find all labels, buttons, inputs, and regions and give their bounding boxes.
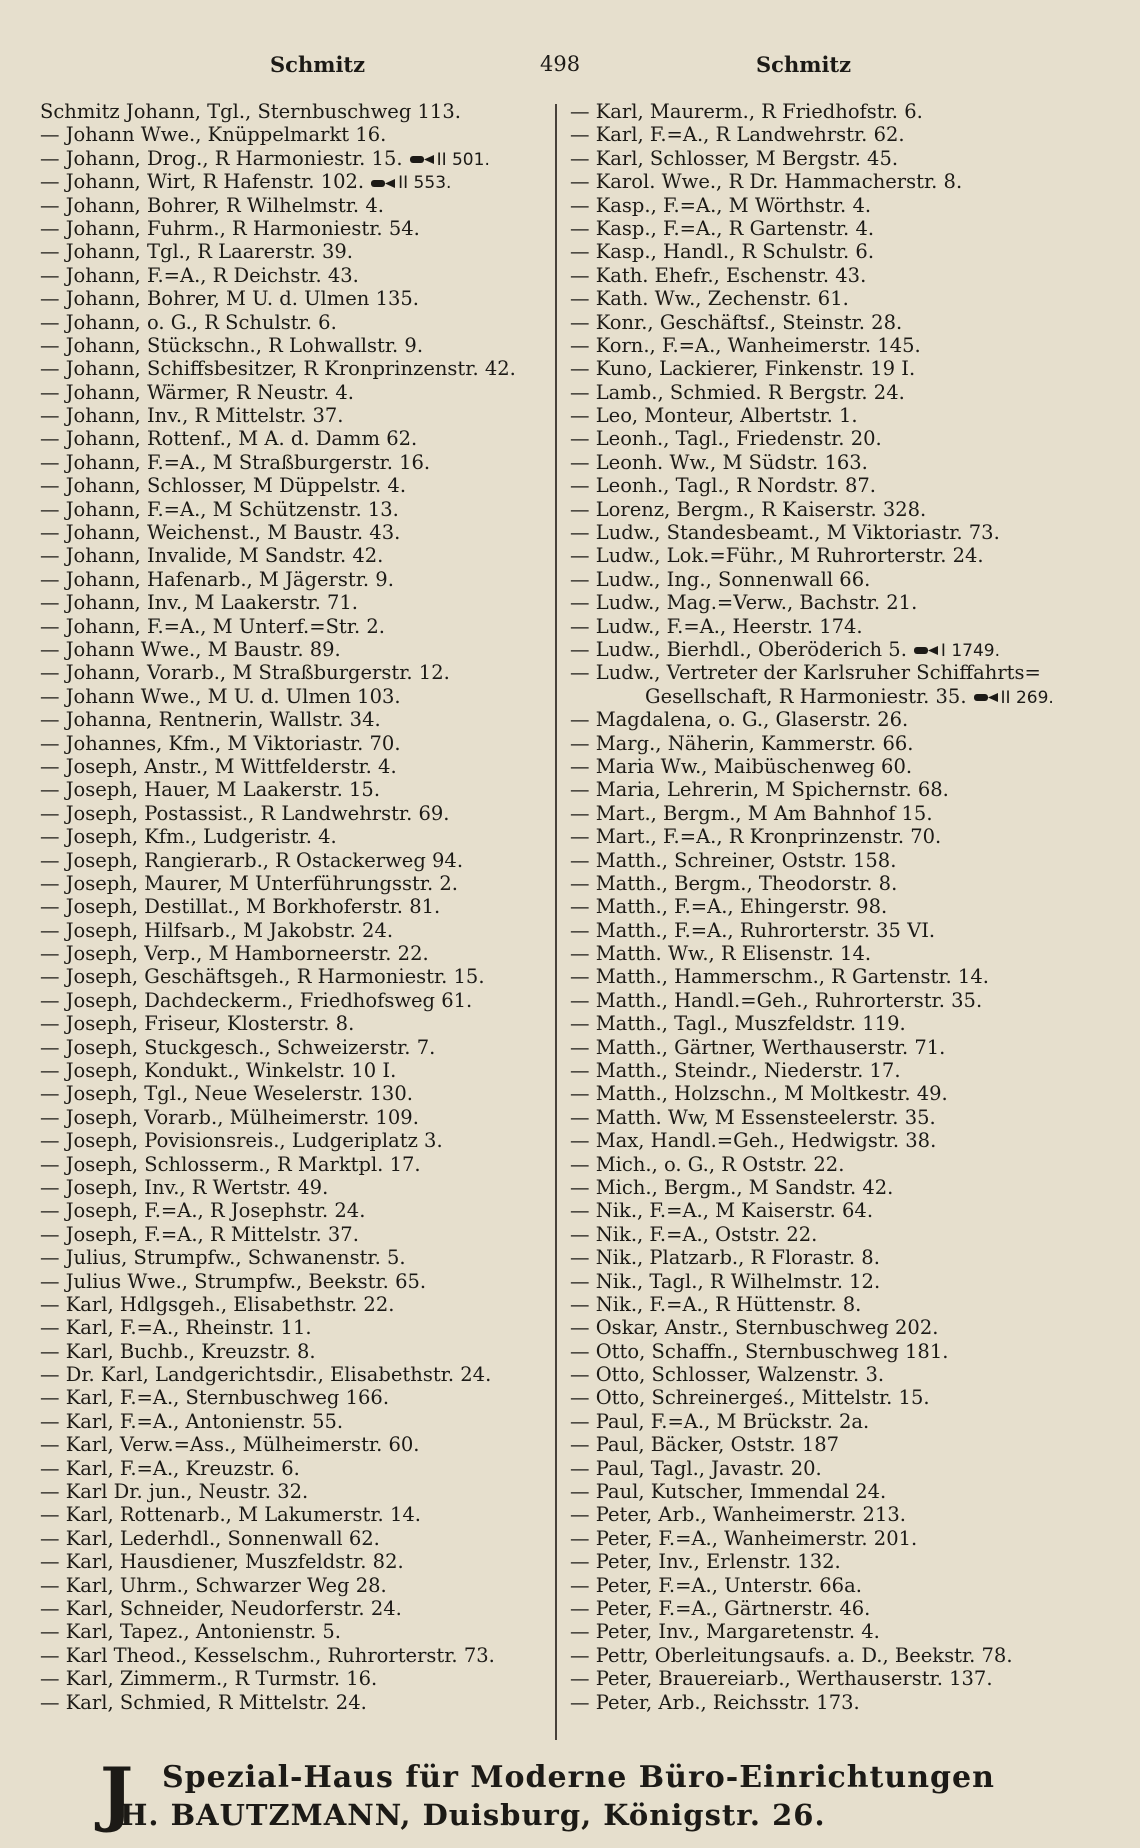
directory-entry [40, 1410, 548, 1433]
directory-entry [570, 989, 1130, 1012]
entry-text: — Kath. Ww., Zechenstr. 61. [570, 287, 849, 311]
entry-text: — Karl, F.=A., Sternbuschweg 166. [40, 1386, 390, 1410]
entry-text: — Otto, Schaffn., Sternbuschweg 181. [570, 1339, 949, 1363]
directory-entry [40, 615, 548, 638]
directory-entry [570, 1457, 1130, 1480]
directory-entry [570, 100, 1130, 123]
directory-entry [570, 1059, 1130, 1082]
entry-text: — Dr. Karl, Landgerichtsdir., Elisabethstr. 24. [40, 1363, 492, 1387]
entry-text: — Matth., Hammerschm., R Gartenstr. 14. [570, 965, 989, 989]
entry-text: Gesellschaft, R Harmoniestr. 35. [645, 684, 967, 708]
directory-entry [40, 1293, 548, 1316]
entry-text: — Johann, Invalide, M Sandstr. 42. [40, 544, 384, 568]
entry-text: — Maria, Lehrerin, M Spichernstr. 68. [570, 778, 949, 802]
directory-entry [40, 895, 548, 918]
entry-text: — Peter, F.=A., Wanheimerstr. 201. [570, 1526, 918, 1550]
directory-entry [570, 498, 1130, 521]
directory-entry [570, 147, 1130, 170]
directory-entry [40, 685, 548, 708]
directory-entry [40, 1036, 548, 1059]
telephone-number-text: II 269. [1000, 687, 1054, 708]
directory-entry [40, 170, 548, 193]
directory-entry [40, 1597, 548, 1620]
entry-text: — Karl, Zimmerm., R Turmstr. 16. [40, 1667, 378, 1691]
entry-text: — Nik., F.=A., Oststr. 22. [570, 1222, 818, 1246]
entry-text: — Peter, Arb., Wanheimerstr. 213. [570, 1503, 906, 1527]
directory-entry [40, 1386, 548, 1409]
left-column [40, 100, 548, 1714]
directory-entry [570, 123, 1130, 146]
entry-text: — Peter, Inv., Erlenstr. 132. [570, 1550, 841, 1574]
directory-entry [40, 147, 548, 170]
entry-text: — Leonh., Tagl., Friedenstr. 20. [570, 427, 882, 451]
entry-text: — Otto, Schlosser, Walzenstr. 3. [570, 1363, 885, 1387]
directory-entry [40, 1082, 548, 1105]
directory-entry [570, 1012, 1130, 1035]
entry-text: — Nik., Platzarb., R Florastr. 8. [570, 1246, 880, 1270]
directory-entry [570, 1620, 1130, 1643]
entry-text: — Matth., Bergm., Theodorstr. 8. [570, 871, 898, 895]
directory-entry [570, 1246, 1130, 1269]
entry-text: — Johann Wwe., Knüppelmarkt 16. [40, 123, 387, 147]
ad-line-1: Spezial-Haus für Moderne Büro-Einrichtungen [162, 1760, 995, 1795]
directory-entry [570, 240, 1130, 263]
telephone-number-text: II 553. [398, 173, 452, 194]
entry-text: — Karl, Lederhdl., Sonnenwall 62. [40, 1526, 380, 1550]
entry-text: — Max, Handl.=Geh., Hedwigstr. 38. [570, 1129, 937, 1153]
entry-text: — Karol. Wwe., R Dr. Hammacherstr. 8. [570, 170, 963, 194]
entry-text: — Peter, Inv., Margaretenstr. 4. [570, 1620, 880, 1644]
directory-entry [40, 849, 548, 872]
page-header [0, 52, 1140, 88]
entry-text: — Leonh., Tagl., R Nordstr. 87. [570, 474, 876, 498]
entry-text: — Matth., Handl.=Geh., Ruhrorterstr. 35. [570, 988, 983, 1012]
directory-entry [570, 661, 1130, 684]
entry-text: — Johann, F.=A., M Unterf.=Str. 2. [40, 614, 385, 638]
entry-text: — Johann, Fuhrm., R Harmoniestr. 54. [40, 216, 420, 240]
entry-text: — Johann, Schiffsbesitzer, R Kronprinzenstr. 42. [40, 357, 516, 381]
entry-text: — Karl Dr. jun., Neustr. 32. [40, 1480, 309, 1504]
entry-text: — Karl, Hausdiener, Muszfeldstr. 82. [40, 1550, 404, 1574]
directory-entry [570, 404, 1130, 427]
directory-entry [40, 942, 548, 965]
entry-text: — Johanna, Rentnerin, Wallstr. 34. [40, 708, 381, 732]
entry-text: — Johann, Wirt, R Hafenstr. 102. [40, 170, 365, 194]
entry-text: — Leo, Monteur, Albertstr. 1. [570, 404, 858, 428]
directory-entry [570, 1644, 1130, 1667]
entry-text: — Johann, Schlosser, M Düppelstr. 4. [40, 474, 407, 498]
entry-text: — Karl, Buchb., Kreuzstr. 8. [40, 1339, 316, 1363]
column-divider [555, 104, 557, 1740]
directory-entry [40, 989, 548, 1012]
entry-text: — Joseph, Tgl., Neue Weselerstr. 130. [40, 1082, 413, 1106]
directory-entry [570, 334, 1130, 357]
entry-text: — Karl, Uhrm., Schwarzer Weg 28. [40, 1573, 387, 1597]
directory-entry [570, 287, 1130, 310]
telephone-number [370, 173, 451, 193]
directory-entry [570, 942, 1130, 965]
directory-entry [40, 1153, 548, 1176]
directory-entry [570, 1316, 1130, 1339]
directory-entry [570, 965, 1130, 988]
entry-text: — Leonh. Ww., M Südstr. 163. [570, 450, 868, 474]
entry-text: — Karl, Hdlgsgeh., Elisabethstr. 22. [40, 1292, 395, 1316]
entry-text: — Johannes, Kfm., M Viktoriastr. 70. [40, 731, 401, 755]
entry-text: — Matth., Gärtner, Werthauserstr. 71. [570, 1035, 946, 1059]
directory-entry [570, 264, 1130, 287]
entry-text: — Matth., Schreiner, Oststr. 158. [570, 848, 897, 872]
directory-entry [40, 1363, 548, 1386]
directory-entry [570, 1550, 1130, 1573]
entry-text: — Ludw., Ing., Sonnenwall 66. [570, 567, 871, 591]
entry-text: — Karl, F.=A., Rheinstr. 11. [40, 1316, 312, 1340]
directory-entry [40, 1644, 548, 1667]
directory-entry [40, 544, 548, 567]
entry-text: — Ludw., Mag.=Verw., Bachstr. 21. [570, 591, 918, 615]
directory-entry [40, 1246, 548, 1269]
telephone-icon [409, 153, 435, 166]
entry-text: — Johann, Wärmer, R Neustr. 4. [40, 380, 354, 404]
directory-entry [570, 849, 1130, 872]
directory-entry [570, 1153, 1130, 1176]
entry-text: — Johann, Hafenarb., M Jägerstr. 9. [40, 567, 394, 591]
entry-text: — Paul, Bäcker, Oststr. 187 [570, 1433, 840, 1457]
entry-text: — Johann, Bohrer, M U. d. Ulmen 135. [40, 287, 419, 311]
entry-text: — Karl, F.=A., R Landwehrstr. 62. [570, 123, 905, 147]
advertisement [100, 1752, 1090, 1835]
directory-entry [40, 1223, 548, 1246]
directory-entry [40, 334, 548, 357]
directory-entry [40, 1503, 548, 1526]
entry-text: — Johann Wwe., M U. d. Ulmen 103. [40, 684, 401, 708]
directory-entry [40, 451, 548, 474]
directory-entry [40, 825, 548, 848]
entry-text: — Paul, Kutscher, Immendal 24. [570, 1480, 887, 1504]
entry-text: — Paul, F.=A., M Brückstr. 2a. [570, 1409, 870, 1433]
directory-entry [40, 778, 548, 801]
directory-entry [570, 451, 1130, 474]
directory-entry [570, 1527, 1130, 1550]
right-column [570, 100, 1130, 1714]
directory-entry [570, 1363, 1130, 1386]
directory-entry [40, 123, 548, 146]
directory-entry [570, 638, 1130, 661]
directory-entry [40, 708, 548, 731]
entry-text: — Johann, F.=A., M Straßburgerstr. 16. [40, 450, 431, 474]
entry-text: — Joseph, Friseur, Klosterstr. 8. [40, 1012, 355, 1036]
entry-text: — Joseph, Kfm., Ludgeristr. 4. [40, 825, 337, 849]
entry-text: — Joseph, Hilfsarb., M Jakobstr. 24. [40, 918, 394, 942]
entry-text: — Joseph, Stuckgesch., Schweizerstr. 7. [40, 1035, 436, 1059]
entry-text: — Matth. Ww., R Elisenstr. 14. [570, 942, 872, 966]
entry-text: — Oskar, Anstr., Sternbuschweg 202. [570, 1316, 939, 1340]
entry-text: — Karl, Schmied, R Mittelstr. 24. [40, 1690, 367, 1714]
directory-entry [40, 1433, 548, 1456]
telephone-icon [370, 177, 396, 190]
directory-entry [40, 427, 548, 450]
directory-entry [570, 311, 1130, 334]
directory-entry [570, 427, 1130, 450]
entry-text: — Joseph, Maurer, M Unterführungsstr. 2. [40, 871, 458, 895]
entry-text: — Lamb., Schmied. R Bergstr. 24. [570, 380, 905, 404]
entry-text: — Joseph, Anstr., M Wittfelderstr. 4. [40, 754, 397, 778]
directory-entry [40, 872, 548, 895]
entry-text: — Karl Theod., Kesselschm., Ruhrorterstr. 73. [40, 1643, 495, 1667]
entry-text: — Peter, F.=A., Gärtnerstr. 46. [570, 1597, 871, 1620]
entry-text: — Johann, Rottenf., M A. d. Damm 62. [40, 427, 418, 451]
entry-text: — Konr., Geschäftsf., Steinstr. 28. [570, 310, 903, 334]
directory-entry [40, 661, 548, 684]
directory-entry [40, 568, 548, 591]
directory-entry [570, 1667, 1130, 1690]
entry-text: — Kasp., Handl., R Schulstr. 6. [570, 240, 875, 264]
entry-text: — Matth. Ww, M Essensteelerstr. 35. [570, 1105, 936, 1129]
directory-entry [40, 217, 548, 240]
entry-text: — Ludw., Vertreter der Karlsruher Schiffahrts= [570, 661, 1041, 685]
entry-text: — Joseph, Geschäftsgeh., R Harmoniestr. 15. [40, 965, 485, 989]
entry-text: — Karl, F.=A., Kreuzstr. 6. [40, 1456, 300, 1480]
directory-entry [570, 1691, 1130, 1714]
entry-text: — Ludw., Standesbeamt., M Viktoriastr. 73. [570, 521, 1000, 545]
directory-entry [570, 1480, 1130, 1503]
entry-text: — Ludw., F.=A., Heerstr. 174. [570, 614, 863, 638]
telephone-icon [913, 644, 939, 657]
directory-entry [570, 1293, 1130, 1316]
directory-entry [570, 685, 1130, 708]
entry-text: — Joseph, Postassist., R Landwehrstr. 69. [40, 801, 450, 825]
entry-text: — Joseph, Hauer, M Laakerstr. 15. [40, 778, 381, 802]
entry-text: — Maria Ww., Maibüschenweg 60. [570, 754, 913, 778]
directory-entry [40, 1480, 548, 1503]
directory-entry [570, 825, 1130, 848]
entry-text: — Johann, Inv., M Laakerstr. 71. [40, 591, 358, 615]
entry-text: — Karl, Tapez., Antonienstr. 5. [40, 1620, 341, 1644]
directory-entry [570, 919, 1130, 942]
ad-line-2: H. BAUTZMANN, Duisburg, Königstr. 26. [120, 1798, 826, 1832]
entry-text: — Magdalena, o. G., Glaserstr. 26. [570, 708, 909, 732]
entry-text: — Joseph, Verp., M Hamborneerstr. 22. [40, 942, 429, 966]
entry-text: — Mich., Bergm., M Sandstr. 42. [570, 1175, 894, 1199]
directory-entry [40, 1667, 548, 1690]
directory-entry [40, 732, 548, 755]
telephone-number-text: I 1749. [940, 640, 1000, 661]
directory-entry [40, 240, 548, 263]
entry-text: — Johann, o. G., R Schulstr. 6. [40, 310, 337, 334]
entry-text: — Matth., F.=A., Ruhrorterstr. 35 VI. [570, 918, 936, 942]
directory-entry [570, 591, 1130, 614]
directory-entry [40, 755, 548, 778]
entry-text: — Johann, Inv., R Mittelstr. 37. [40, 404, 344, 428]
entry-text: — Joseph, Schlosserm., R Marktpl. 17. [40, 1152, 421, 1176]
directory-entry [40, 100, 548, 123]
directory-entry [570, 1199, 1130, 1222]
directory-entry [40, 1059, 548, 1082]
telephone-number [913, 641, 1000, 661]
entry-text: — Joseph, Rangierarb., R Ostackerweg 94. [40, 848, 464, 872]
entry-text: — Kasp., F.=A., R Gartenstr. 4. [570, 216, 875, 240]
directory-entry [570, 474, 1130, 497]
entry-text: — Johann, Drog., R Harmoniestr. 15. [40, 146, 403, 170]
entry-text: — Joseph, F.=A., R Mittelstr. 37. [40, 1222, 359, 1246]
entry-text: — Joseph, Kondukt., Winkelstr. 10 I. [40, 1059, 397, 1083]
directory-entry [40, 474, 548, 497]
directory-entry [570, 217, 1130, 240]
entry-text: — Marg., Näherin, Kammerstr. 66. [570, 731, 914, 755]
directory-entry [570, 381, 1130, 404]
directory-entry [40, 1176, 548, 1199]
directory-entry [40, 1527, 548, 1550]
entry-text: — Johann Wwe., M Baustr. 89. [40, 637, 341, 661]
telephone-number-text: II 501. [436, 149, 490, 170]
directory-entry [40, 498, 548, 521]
entry-text: — Karl, Rottenarb., M Lakumerstr. 14. [40, 1503, 421, 1527]
entry-text: — Ludw., Bierhdl., Oberöderich 5. [570, 637, 907, 661]
directory-entry [40, 1691, 548, 1714]
directory-entry [40, 1457, 548, 1480]
directory-entry [40, 1316, 548, 1339]
entry-text: — Kuno, Lackierer, Finkenstr. 19 I. [570, 357, 916, 381]
entry-text: — Johann, F.=A., M Schützenstr. 13. [40, 497, 399, 521]
directory-entry [40, 965, 548, 988]
directory-entry [570, 1082, 1130, 1105]
directory-entry [40, 1620, 548, 1643]
entry-text: — Johann, Tgl., R Laarerstr. 39. [40, 240, 353, 264]
directory-entry [40, 357, 548, 380]
entry-text: — Johann, Vorarb., M Straßburgerstr. 12. [40, 661, 450, 685]
entry-text: — Matth., Steindr., Niederstr. 17. [570, 1059, 901, 1083]
entry-text: — Matth., Tagl., Muszfeldstr. 119. [570, 1012, 906, 1036]
directory-entry [570, 1574, 1130, 1597]
running-head-left: Schmitz [270, 52, 366, 77]
directory-entry [40, 1012, 548, 1035]
directory-entry [40, 1106, 548, 1129]
entry-text: — Matth., Holzschn., M Moltkestr. 49. [570, 1082, 948, 1106]
directory-entry [40, 264, 548, 287]
directory-entry [570, 1223, 1130, 1246]
directory-entry [570, 615, 1130, 638]
ad-initial: J [100, 1752, 134, 1835]
directory-entry [40, 381, 548, 404]
directory-entry [40, 194, 548, 217]
directory-entry [40, 1129, 548, 1152]
directory-entry [40, 1550, 548, 1573]
directory-entry [570, 732, 1130, 755]
page-number: 498 [540, 52, 581, 76]
entry-text: — Joseph, Destillat., M Borkhoferstr. 81. [40, 895, 441, 919]
entry-text: — Joseph, Inv., R Wertstr. 49. [40, 1175, 329, 1199]
entry-text: — Nik., F.=A., R Hüttenstr. 8. [570, 1292, 862, 1316]
directory-entry [570, 1129, 1130, 1152]
directory-entry [570, 802, 1130, 825]
directory-entry [40, 919, 548, 942]
entry-text: — Johann, Weichenst., M Baustr. 43. [40, 521, 401, 545]
entry-text: — Mart., F.=A., R Kronprinzenstr. 70. [570, 825, 942, 849]
entry-text: — Karl, Schlosser, M Bergstr. 45. [570, 146, 899, 170]
entry-text: — Korn., F.=A., Wanheimerstr. 145. [570, 333, 921, 357]
directory-entry [570, 194, 1130, 217]
directory-entry [40, 1270, 548, 1293]
directory-entry [570, 544, 1130, 567]
directory-entry [570, 778, 1130, 801]
entry-text: — Mart., Bergm., M Am Bahnhof 15. [570, 801, 933, 825]
entry-text: — Otto, Schreinergeś., Mittelstr. 15. [570, 1386, 930, 1410]
directory-entry [40, 591, 548, 614]
directory-entry [570, 1340, 1130, 1363]
directory-entry [570, 1503, 1130, 1526]
entry-text: — Kath. Ehefr., Eschenstr. 43. [570, 263, 867, 287]
directory-entry [40, 521, 548, 544]
entry-text: — Mich., o. G., R Oststr. 22. [570, 1152, 845, 1176]
directory-entry [40, 638, 548, 661]
directory-entry [40, 1574, 548, 1597]
entry-text: — Kasp., F.=A., M Wörthstr. 4. [570, 193, 872, 217]
telephone-icon [973, 691, 999, 704]
running-head-right: Schmitz [756, 52, 852, 77]
directory-entry [570, 1106, 1130, 1129]
directory-entry [570, 1036, 1130, 1059]
entry-text: — Paul, Tagl., Javastr. 20. [570, 1456, 822, 1480]
entry-text: — Joseph, Dachdeckerm., Friedhofsweg 61. [40, 988, 473, 1012]
entry-text: — Peter, Brauereiarb., Werthauserstr. 137. [570, 1667, 993, 1691]
entry-text: — Johann, Bohrer, R Wilhelmstr. 4. [40, 193, 384, 217]
entry-text: — Peter, F.=A., Unterstr. 66a. [570, 1573, 862, 1597]
directory-entry [570, 1270, 1130, 1293]
directory-entry [40, 802, 548, 825]
directory-entry [40, 1340, 548, 1363]
directory-entry [40, 404, 548, 427]
directory-entry [40, 1199, 548, 1222]
entry-text: — Karl, F.=A., Antonienstr. 55. [40, 1409, 344, 1433]
directory-entry [570, 872, 1130, 895]
entry-text: Schmitz Johann, Tgl., Sternbuschweg 113. [40, 100, 461, 123]
directory-entry [570, 1410, 1130, 1433]
telephone-number [973, 688, 1054, 708]
directory-entry [570, 708, 1130, 731]
entry-text: — Karl, Verw.=Ass., Mülheimerstr. 60. [40, 1433, 420, 1457]
directory-entry [570, 1176, 1130, 1199]
entry-text: — Joseph, F.=A., R Josephstr. 24. [40, 1199, 366, 1223]
telephone-number [409, 150, 490, 170]
entry-text: — Julius, Strumpfw., Schwanenstr. 5. [40, 1246, 406, 1270]
entry-text: — Johann, F.=A., R Deichstr. 43. [40, 263, 359, 287]
directory-entry [570, 170, 1130, 193]
entry-text: — Ludw., Lok.=Führ., M Ruhrorterstr. 24. [570, 544, 984, 568]
entry-text: — Karl, Maurerm., R Friedhofstr. 6. [570, 100, 923, 123]
directory-entry [570, 755, 1130, 778]
directory-entry [570, 568, 1130, 591]
directory-entry [570, 1386, 1130, 1409]
directory-entry [570, 521, 1130, 544]
directory-entry [570, 1597, 1130, 1620]
directory-entry [570, 1433, 1130, 1456]
entry-text: — Nik., F.=A., M Kaiserstr. 64. [570, 1199, 874, 1223]
directory-entry [570, 357, 1130, 380]
directory-entry [40, 287, 548, 310]
entry-text: — Joseph, Vorarb., Mülheimerstr. 109. [40, 1105, 419, 1129]
entry-text: — Matth., F.=A., Ehingerstr. 98. [570, 895, 888, 919]
directory-entry [40, 311, 548, 334]
entry-text: — Nik., Tagl., R Wilhelmstr. 12. [570, 1269, 881, 1293]
entry-text: — Lorenz, Bergm., R Kaiserstr. 328. [570, 497, 927, 521]
entry-text: — Pettr, Oberleitungsaufs. a. D., Beekstr. 78. [570, 1643, 1013, 1667]
entry-text: — Johann, Stückschn., R Lohwallstr. 9. [40, 333, 424, 357]
entry-text: — Karl, Schneider, Neudorferstr. 24. [40, 1597, 402, 1620]
directory-entry [570, 895, 1130, 918]
entry-text: — Joseph, Povisionsreis., Ludgeriplatz 3. [40, 1129, 443, 1153]
entry-text: — Peter, Arb., Reichsstr. 173. [570, 1690, 860, 1714]
entry-text: — Julius Wwe., Strumpfw., Beekstr. 65. [40, 1269, 427, 1293]
